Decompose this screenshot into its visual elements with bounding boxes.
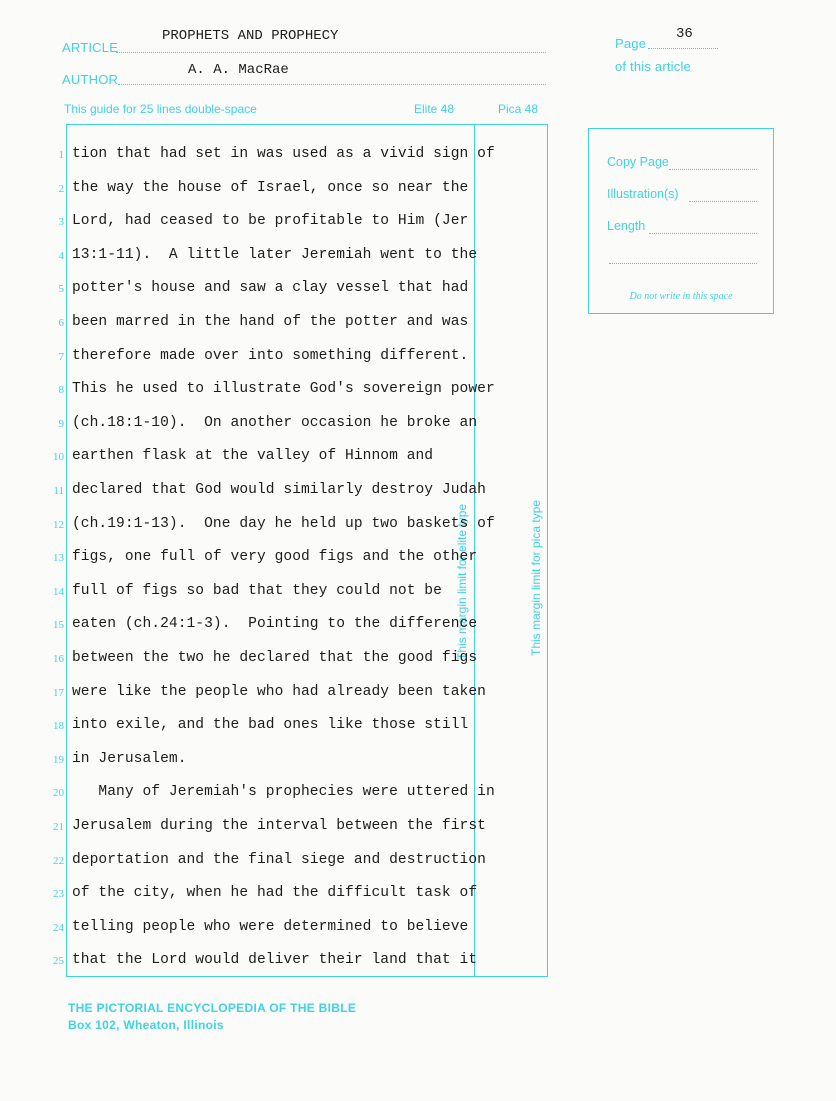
line-number: 9 [58, 418, 64, 430]
line-number: 3 [58, 216, 64, 228]
typed-line: tion that had set in was used as a vivid sign of [72, 146, 495, 162]
author-label: AUTHOR [62, 72, 119, 87]
line-number: 24 [53, 922, 64, 934]
illustrations-label: Illustration(s) [607, 187, 679, 201]
line-number: 15 [53, 619, 64, 631]
article-title: PROPHETS AND PROPHECY [162, 28, 339, 44]
typed-line: Lord, had ceased to be profitable to Him (Jer [72, 213, 469, 229]
publisher-name: THE PICTORIAL ENCYCLOPEDIA OF THE BIBLE [68, 1001, 357, 1015]
article-label: ARTICLE [62, 40, 119, 55]
line-number: 10 [53, 451, 64, 463]
line-number: 7 [58, 351, 64, 363]
typed-line: deportation and the final siege and destruction [72, 852, 486, 868]
typed-line: been marred in the hand of the potter and was [72, 314, 469, 330]
publisher-footer [68, 1000, 356, 1034]
elite-label: Elite 48 [414, 102, 455, 116]
typed-line: Many of Jeremiah's prophecies were uttered in [72, 784, 495, 800]
line-number: 12 [53, 519, 64, 531]
typed-line: (ch.19:1-13). One day he held up two baskets of [72, 516, 495, 532]
pica-margin-label: This margin limit for pica type [529, 499, 543, 656]
length-dotline [649, 233, 757, 234]
line-number: 20 [53, 787, 64, 799]
copy-page-dotline [669, 169, 757, 170]
line-number: 17 [53, 687, 64, 699]
elite-margin-label: This margin limit for elite type [455, 503, 469, 660]
line-number: 18 [53, 720, 64, 732]
line-number: 22 [53, 855, 64, 867]
line-number: 8 [58, 384, 64, 396]
line-number: 11 [53, 485, 64, 497]
typed-line: declared that God would similarly destroy Judah [72, 482, 486, 498]
typed-line: therefore made over into something different. [72, 348, 469, 364]
typed-line: in Jerusalem. [72, 751, 187, 767]
line-number: 1 [58, 149, 64, 161]
line-number: 16 [53, 653, 64, 665]
typed-line: telling people who were determined to believe [72, 919, 469, 935]
line-number: 19 [53, 754, 64, 766]
line-number: 13 [53, 552, 64, 564]
typed-line: into exile, and the bad ones like those still [72, 717, 469, 733]
line-number: 23 [53, 888, 64, 900]
illustrations-dotline [689, 201, 757, 202]
typed-line: that the Lord would deliver their land that it [72, 952, 478, 968]
of-article-label: of this article [615, 59, 691, 74]
length-label: Length [607, 219, 646, 233]
typed-line: full of figs so bad that they could not be [72, 583, 442, 599]
guide-text: This guide for 25 lines double-space [64, 102, 257, 116]
typed-line: Jerusalem during the interval between the first [72, 818, 486, 834]
page-label: Page [615, 36, 647, 51]
line-number: 14 [53, 586, 64, 598]
blank-dotline [609, 263, 757, 264]
office-use-box [588, 128, 774, 314]
line-number: 2 [58, 183, 64, 195]
line-number: 4 [58, 250, 64, 262]
typed-line: earthen flask at the valley of Hinnom and [72, 448, 434, 464]
line-number: 6 [58, 317, 64, 329]
page-number: 36 [676, 26, 693, 42]
line-number: 25 [53, 955, 64, 967]
typed-line: the way the house of Israel, once so near the [72, 180, 469, 196]
author-name: A. A. MacRae [188, 62, 289, 78]
typed-line: This he used to illustrate God's sovereign power [72, 381, 495, 397]
typed-line: figs, one full of very good figs and the other [72, 549, 478, 565]
author-dotline [118, 84, 546, 85]
publisher-address: Box 102, Wheaton, Illinois [68, 1018, 224, 1032]
typed-line: 13:1-11). A little later Jeremiah went to the [72, 247, 478, 263]
line-number: 21 [53, 821, 64, 833]
pica-label: Pica 48 [498, 102, 539, 116]
copy-page-label: Copy Page [607, 155, 669, 169]
typed-line: potter's house and saw a clay vessel that had [72, 280, 469, 296]
article-dotline [116, 52, 546, 53]
page-dotline [648, 48, 718, 49]
typed-line: of the city, when he had the difficult task of [72, 885, 478, 901]
typed-line: were like the people who had already been taken [72, 684, 486, 700]
typed-line: between the two he declared that the good figs [72, 650, 478, 666]
office-note: Do not write in this space [629, 291, 733, 302]
line-number: 5 [58, 283, 64, 295]
typed-line: (ch.18:1-10). On another occasion he broke an [72, 415, 478, 431]
typed-line: eaten (ch.24:1-3). Pointing to the difference [72, 616, 478, 632]
